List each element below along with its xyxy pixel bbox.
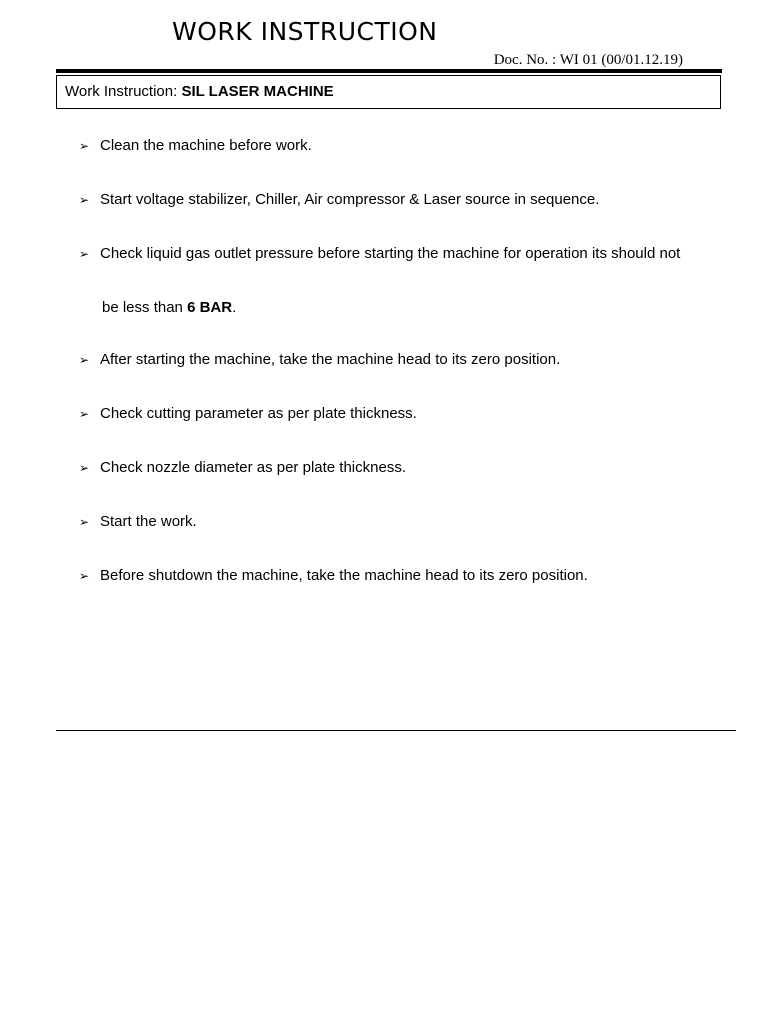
instruction-subject: SIL LASER MACHINE bbox=[181, 83, 334, 100]
step-text: Start the work. bbox=[100, 513, 197, 530]
arrowhead-bullet-icon: ➢ bbox=[79, 515, 90, 529]
document-number: Doc. No. : WI 01 (00/01.12.19) bbox=[493, 52, 683, 68]
step-text: Start voltage stabilizer, Chiller, Air compressor & Laser source in sequence. bbox=[100, 191, 600, 208]
arrowhead-bullet-icon: ➢ bbox=[79, 407, 90, 421]
list-item bbox=[79, 566, 588, 586]
step-text: After starting the machine, take the machine head to its zero position. bbox=[100, 351, 561, 368]
step-text: Before shutdown the machine, take the machine head to its zero position. bbox=[100, 567, 588, 584]
list-item bbox=[79, 458, 406, 478]
arrowhead-bullet-icon: ➢ bbox=[79, 461, 90, 475]
step-text-prefix: be less than bbox=[102, 299, 183, 316]
arrowhead-bullet-icon: ➢ bbox=[79, 247, 90, 261]
step-text: Clean the machine before work. bbox=[100, 137, 312, 154]
list-item bbox=[79, 136, 312, 156]
page-title: WORK INSTRUCTION bbox=[172, 17, 438, 46]
step-text-continuation bbox=[102, 298, 236, 318]
instruction-title-box bbox=[56, 75, 721, 109]
instruction-label: Work Instruction: bbox=[65, 83, 178, 100]
header-divider bbox=[56, 69, 722, 73]
step-text: Check cutting parameter as per plate thickness. bbox=[100, 405, 417, 422]
list-item bbox=[79, 350, 560, 370]
arrowhead-bullet-icon: ➢ bbox=[79, 193, 90, 207]
list-item bbox=[79, 404, 417, 424]
footer-divider bbox=[56, 730, 736, 731]
list-item bbox=[79, 244, 681, 316]
step-text: Check liquid gas outlet pressure before starting the machine for operation its should not bbox=[100, 245, 681, 262]
list-item bbox=[79, 512, 197, 532]
arrowhead-bullet-icon: ➢ bbox=[79, 569, 90, 583]
arrowhead-bullet-icon: ➢ bbox=[79, 139, 90, 153]
step-text-suffix: . bbox=[232, 299, 237, 316]
pressure-value: 6 BAR bbox=[187, 299, 233, 316]
step-text: Check nozzle diameter as per plate thickness. bbox=[100, 459, 406, 476]
list-item bbox=[79, 190, 599, 210]
arrowhead-bullet-icon: ➢ bbox=[79, 353, 90, 367]
